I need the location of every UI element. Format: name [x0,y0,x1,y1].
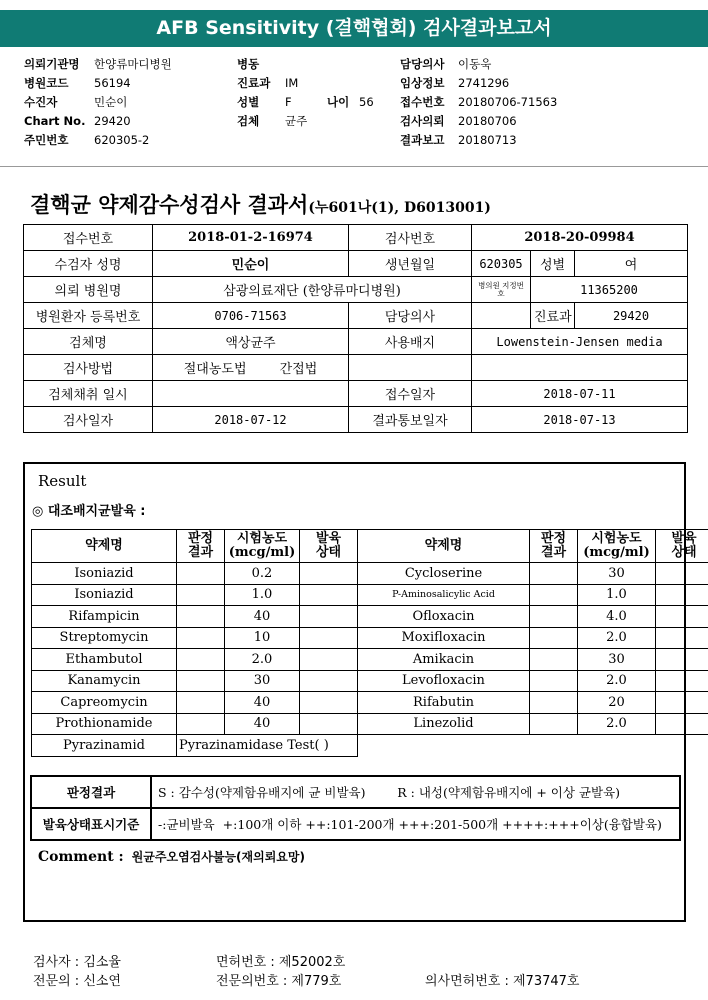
concentration-cell: 2.0 [578,627,656,649]
growth-cell [656,670,708,692]
drug-name: Amikacin [358,649,530,671]
legend-table [30,775,681,841]
comment-text: 원균주오염검사불능(재의뢰요망) [131,850,305,864]
info-row [24,329,688,355]
comment [38,848,305,865]
drug-name: Rifabutin [358,692,530,714]
info-value: 액상균주 [153,329,349,355]
meta-value: 2741296 [458,76,510,90]
concentration-cell: 30 [578,649,656,671]
signature-examiner: 검사자 : 김소율 [33,955,121,970]
concentration-cell: 10 [225,627,300,649]
meta-value: 29420 [94,114,131,128]
judgement-cell [530,713,578,735]
drug-name: Isoniazid [32,584,177,606]
growth-cell [300,692,358,714]
legend-label: 판정결과 [31,776,151,808]
subtitle-code: (누601나(1), D6013001) [308,200,491,216]
judgement-cell [177,606,225,628]
info-value [349,355,472,381]
info-label: 생년월일 [349,251,472,277]
info-label: 검사일자 [24,407,153,433]
info-value: 2018-20-09984 [472,225,688,251]
info-value: 2018-07-12 [153,407,349,433]
info-value: 2018-07-11 [472,381,688,407]
signature-license: 면허번호 : 제52002호 [216,955,346,970]
info-value [153,355,349,381]
judgement-cell [177,670,225,692]
drug-name: P-Aminosalicylic Acid [358,584,530,606]
drug-row [32,649,708,671]
meta-value: 20180706-71563 [458,95,558,109]
signature-specialist-no: 전문의번호 : 제779호 [216,974,342,989]
info-label: 병원환자 등록번호 [24,303,153,329]
info-label: 병의원 지정번호 [472,277,531,303]
growth-cell [656,606,708,628]
judgement-cell [177,563,225,585]
info-value: 2018-01-2-16974 [153,225,349,251]
col-header: 발육 상태 [656,530,708,563]
judgement-cell [177,584,225,606]
meta-key: 검체 [237,114,260,128]
control-growth-label: ◎ 대조배지균발육 : [32,504,146,519]
info-label: 검체채취 일시 [24,381,153,407]
col-header: 약제명 [32,530,177,563]
report-title: AFB Sensitivity (결핵협회) 검사결과보고서 [0,10,708,47]
subtitle-text: 결핵균 약제감수성검사 결과서 [30,192,309,217]
drug-name: Ofloxacin [358,606,530,628]
concentration-cell: 2.0 [578,670,656,692]
concentration-cell: 40 [225,713,300,735]
concentration-cell: 0.2 [225,563,300,585]
table-header-row [32,530,708,563]
info-value: 여 [575,251,688,277]
info-value: 11365200 [531,277,688,303]
meta-key: 결과보고 [400,133,445,147]
info-value: 2018-07-13 [472,407,688,433]
judgement-cell [177,692,225,714]
meta-key: 성별 [237,95,260,109]
judgement-cell [177,649,225,671]
growth-cell [656,627,708,649]
info-label: 진료과 [531,303,575,329]
growth-cell [300,713,358,735]
divider [0,166,708,167]
meta-value: 20180713 [458,133,517,147]
drug-row [32,713,708,735]
legend-text: -:균비발육 +:100개 이하 ++:101-200개 +++:201-500개 ++++:+++이상(융합발육) [151,808,680,840]
growth-cell [656,563,708,585]
growth-cell [300,584,358,606]
info-value: 민순이 [153,251,349,277]
info-row [24,355,688,381]
judgement-cell [530,563,578,585]
drug-row [32,627,708,649]
meta-value: 56194 [94,76,131,90]
info-label: 검사방법 [24,355,153,381]
meta-value: 민순이 [94,95,128,109]
info-label: 성별 [531,251,575,277]
meta-value: 20180706 [458,114,517,128]
judgement-cell [530,584,578,606]
info-label: 결과통보일자 [349,407,472,433]
meta-key: 수진자 [24,95,58,109]
concentration-cell: 1.0 [578,584,656,606]
judgement-cell [530,670,578,692]
info-label: 수검자 성명 [24,251,153,277]
meta-key: 접수번호 [400,95,445,109]
meta-key: 병동 [237,57,260,71]
growth-cell [300,627,358,649]
col-header: 시험농도 (mcg/ml) [225,530,300,563]
drug-name: Streptomycin [32,627,177,649]
info-label: 접수번호 [24,225,153,251]
legend-text: S : 감수성(약제함유배지에 균 비발육) R : 내성(약제함유배지에 + 이상 균발육) [151,776,680,808]
meta-col-2 [237,55,374,131]
concentration-cell: 20 [578,692,656,714]
drug-name: Rifampicin [32,606,177,628]
drug-rows [32,563,708,757]
drug-row [32,563,708,585]
concentration-cell: 40 [225,606,300,628]
info-label: 의뢰 병원명 [24,277,153,303]
growth-cell [656,692,708,714]
result-label: Result [38,472,87,490]
info-value: 29420 [575,303,688,329]
legend-row [31,776,680,808]
growth-cell [300,563,358,585]
legend-label: 발육상태표시기준 [31,808,151,840]
meta-value: IM [285,76,299,90]
meta-value: 한양류마디병원 [94,57,172,71]
concentration-cell: 2.0 [578,713,656,735]
info-value [472,355,688,381]
method-1: 절대농도법 [183,362,247,377]
age-value: 56 [359,95,374,109]
concentration-cell: 30 [578,563,656,585]
judgement-cell [530,649,578,671]
col-header: 약제명 [358,530,530,563]
legend-row [31,808,680,840]
meta-col-1 [24,55,172,150]
col-header: 발육 상태 [300,530,358,563]
concentration-cell: 30 [225,670,300,692]
drug-row [32,584,708,606]
signature-specialist: 전문의 : 신소연 [33,974,121,989]
meta-key: 주민번호 [24,133,69,147]
meta-key: 병원코드 [24,76,69,90]
meta-value: 620305-2 [94,133,150,147]
meta-key: 임상정보 [400,76,445,90]
empty-cell [358,735,708,757]
age-key: 나이 [327,95,350,109]
drug-row [32,670,708,692]
info-label: 사용배지 [349,329,472,355]
info-label: 검사번호 [349,225,472,251]
comment-label: Comment : [38,849,124,865]
growth-cell [656,584,708,606]
info-label: 접수일자 [349,381,472,407]
col-header: 시험농도 (mcg/ml) [578,530,656,563]
judgement-cell [530,606,578,628]
meta-key: 의뢰기관명 [24,57,80,71]
method-2: 간접법 [279,362,318,377]
meta-key: 검사의뢰 [400,114,445,128]
patient-info-table [23,224,688,433]
meta-col-3 [400,55,557,150]
meta-value: 균주 [285,114,308,128]
meta-key: 담당의사 [400,57,445,71]
info-row [24,303,688,329]
drug-name: Cycloserine [358,563,530,585]
meta-key: 진료과 [237,76,271,90]
judgement-cell [177,627,225,649]
info-value [472,303,531,329]
drug-sensitivity-table [31,529,708,757]
growth-cell [656,649,708,671]
info-label: 담당의사 [349,303,472,329]
col-header: 판정 결과 [177,530,225,563]
col-header: 판정 결과 [530,530,578,563]
drug-row [32,692,708,714]
info-row [24,407,688,433]
drug-row [32,606,708,628]
growth-cell [300,649,358,671]
info-value: 0706-71563 [153,303,349,329]
info-row [24,251,688,277]
drug-name: Kanamycin [32,670,177,692]
info-row [24,225,688,251]
drug-name: Capreomycin [32,692,177,714]
growth-cell [300,606,358,628]
document-subtitle [30,189,491,219]
pyrazinamidase-test: Pyrazinamidase Test( ) [177,735,358,757]
info-value: 삼광의료재단 (한양류마디병원) [153,277,472,303]
drug-name: Levofloxacin [358,670,530,692]
info-row [24,277,688,303]
pza-row [32,735,708,757]
drug-name: Moxifloxacin [358,627,530,649]
concentration-cell: 40 [225,692,300,714]
info-label: 검체명 [24,329,153,355]
concentration-cell: 1.0 [225,584,300,606]
meta-value: 이동욱 [458,57,492,71]
drug-name: Isoniazid [32,563,177,585]
drug-name: Pyrazinamid [32,735,177,757]
judgement-cell [177,713,225,735]
drug-name: Linezolid [358,713,530,735]
drug-name: Ethambutol [32,649,177,671]
judgement-cell [530,627,578,649]
meta-key: Chart No. [24,114,86,128]
info-value: 620305 [472,251,531,277]
info-row [24,381,688,407]
judgement-cell [530,692,578,714]
concentration-cell: 2.0 [225,649,300,671]
growth-cell [300,670,358,692]
info-value [153,381,349,407]
info-value: Lowenstein-Jensen media [472,329,688,355]
signature-doctor-license: 의사면허번호 : 제73747호 [425,974,580,989]
growth-cell [656,713,708,735]
concentration-cell: 4.0 [578,606,656,628]
meta-value: F [285,95,292,109]
drug-name: Prothionamide [32,713,177,735]
